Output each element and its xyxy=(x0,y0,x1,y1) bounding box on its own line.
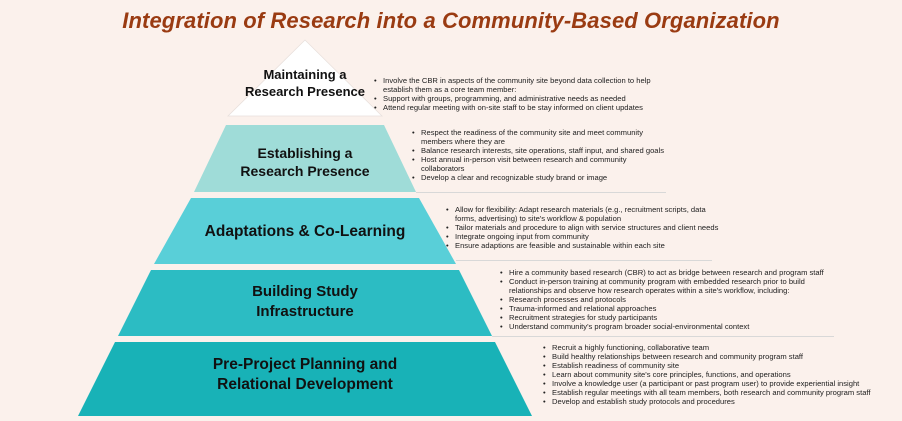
tier-1-bullet: • Involve the CBR in aspects of the community site beyond data collection to help establish them as a core team member: xyxy=(374,76,674,94)
tier-5-bullets xyxy=(543,343,873,406)
tier-5-label-line2: Relational Development xyxy=(217,376,393,394)
tier-1-bullet: • Attend regular meeting with on-site staff to be stay informed on client updates xyxy=(374,103,674,112)
tier-3-label-line1: Adaptations & Co-Learning xyxy=(204,223,406,240)
tier-1-label-line1: Maintaining a xyxy=(263,67,347,82)
tier-3-bullet: • Tailor materials and procedure to align with service structures and client needs xyxy=(446,223,721,232)
tier-5-bullet: • Establish readiness of community site xyxy=(543,361,873,370)
tier-4-divider xyxy=(492,336,834,337)
tier-4-bullet: • Hire a community based research (CBR) to act as bridge between research and program staff xyxy=(500,268,830,277)
tier-4-bullets xyxy=(500,268,830,331)
tier-2-bullet: • Develop a clear and recognizable study brand or image xyxy=(412,173,672,182)
tier-2-bullet: • Balance research interests, site operations, staff input, and shared goals xyxy=(412,146,672,155)
tier-2-bullet: • Respect the readiness of the community site and meet community members where they are xyxy=(412,128,672,146)
tier-4-label-line2: Infrastructure xyxy=(256,302,354,320)
tier-1-bullet: • Support with groups, programming, and administrative needs as needed xyxy=(374,94,674,103)
tier-5-bullet: • Build healthy relationships between research and community program staff xyxy=(543,352,873,361)
tier-3-label xyxy=(165,222,445,242)
tier-3-bullets xyxy=(446,205,721,250)
tier-4-label-line1: Building Study xyxy=(252,283,358,300)
tier-2-bullets xyxy=(412,128,672,182)
tier-2-divider xyxy=(416,192,666,193)
tier-2-label-line2: Research Presence xyxy=(240,163,370,180)
tier-2-bullet: • Host annual in-person visit between research and community collaborators xyxy=(412,155,672,173)
tier-2-label-line1: Establishing a xyxy=(257,145,353,161)
tier-4-bullet: • Understand community's program broader social-environmental context xyxy=(500,322,830,331)
tier-4-bullet: • Conduct in-person training at community program with embedded research prior to build relationships and observe how research operates within a site's workflow, including: xyxy=(500,277,830,295)
tier-1-label xyxy=(228,67,382,101)
tier-4-bullet: • Research processes and protocols xyxy=(500,295,830,304)
tier-5-label xyxy=(120,355,490,395)
tier-3-divider xyxy=(456,260,712,261)
tier-5-label-line1: Pre-Project Planning and xyxy=(212,356,398,373)
tier-1-label-line2: Research Presence xyxy=(245,83,365,99)
tier-3-bullet: • Allow for flexibility: Adapt research materials (e.g., recruitment scripts, data forms, advertising) to site's workflow & population xyxy=(446,205,721,223)
tier-5-bullet: • Recruit a highly functioning, collaborative team xyxy=(543,343,873,352)
tier-3-bullet: • Integrate ongoing input from community xyxy=(446,232,721,241)
tier-3-bullet: • Ensure adaptions are feasible and sustainable within each site xyxy=(446,241,721,250)
tier-1-bullets xyxy=(374,76,674,112)
tier-5-bullet: • Establish regular meetings with all team members, both research and community program staff xyxy=(543,388,873,397)
tier-2-label xyxy=(205,144,405,180)
tier-4-label xyxy=(160,282,450,321)
tier-4-bullet: • Trauma-informed and relational approaches xyxy=(500,304,830,313)
tier-4-bullet: • Recruitment strategies for study participants xyxy=(500,313,830,322)
tier-5-bullet: • Develop and establish study protocols and procedures xyxy=(543,397,873,406)
diagram-title: Integration of Research into a Community-Based Organization xyxy=(122,8,780,33)
tier-5-bullet: • Learn about community site's core principles, functions, and operations xyxy=(543,370,873,379)
tier-5-bullet: • Involve a knowledge user (a participant or past program user) to provide experiential insight xyxy=(543,379,873,388)
